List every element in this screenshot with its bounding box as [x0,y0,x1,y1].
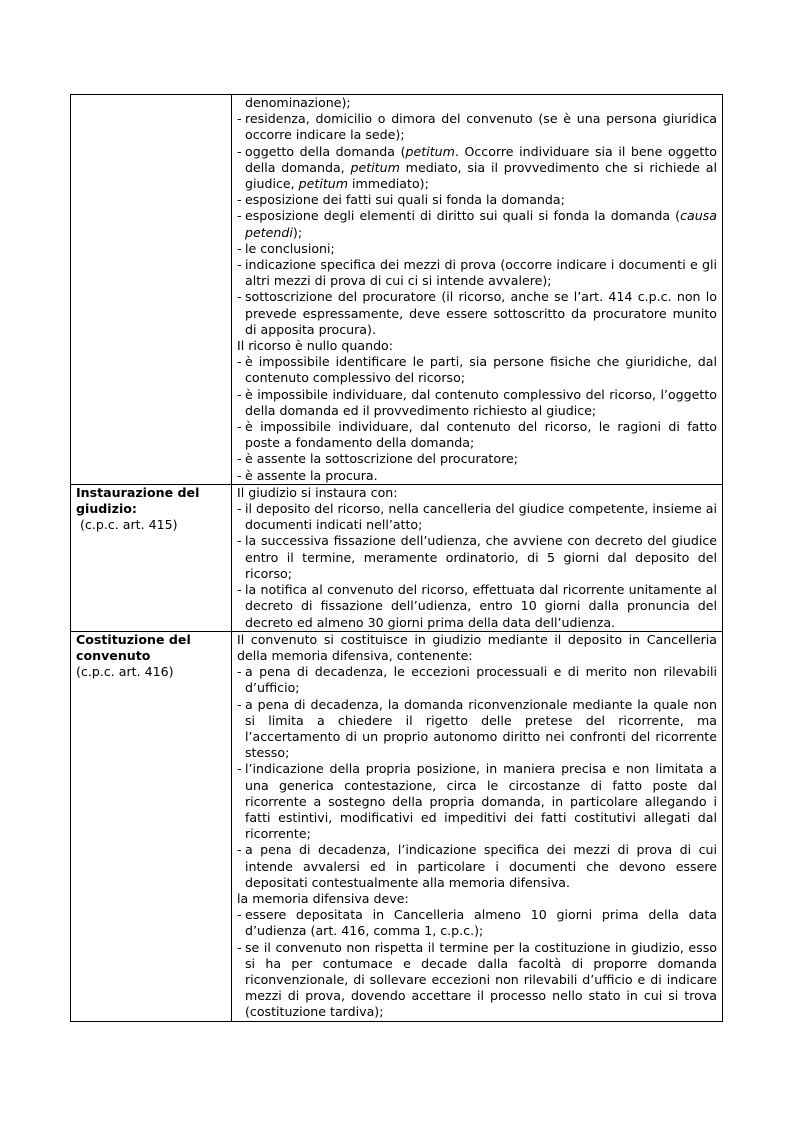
list-item [237,697,717,762]
list-item-text: è impossibile individuare, dal contenuto del ricorso, le ragioni di fatto poste a fondamento della domanda; [245,419,717,451]
procedure-table [70,94,723,1022]
list-item-text: è impossibile identificare le parti, sia persone fisiche che giuridiche, dal contenuto complessivo del ricorso; [245,354,717,386]
list-item [237,95,717,111]
table-row [71,631,723,1021]
list-item [237,419,717,451]
list-item [237,761,717,842]
bullet-list [237,664,717,891]
bullet-list [237,95,717,338]
list-item-text: mediato, sia il provvedimento che si richiede al giudice, [245,159,717,192]
list-item [237,842,717,891]
list-item-text: a pena di decadenza, l’indicazione specifica dei mezzi di prova di cui intende avvalersi ed in particolare i documenti che devono essere depositati contestualmente alla memoria difensiva. [245,842,717,890]
list-item-text: è assente la procura. [245,467,378,483]
bullet-list [237,907,717,1020]
list-item-text: esposizione degli elementi di diritto sui quali si fonda la domanda ( [245,208,681,224]
list-item-text: ); [292,224,303,240]
list-item [237,192,717,208]
list-item-text: se il convenuto non rispetta il termine per la costituzione in giudizio, esso si ha per contumace e decade dalla facoltà di proporre domanda riconvenzionale, di sollevare eccezioni non rilevabili d’ufficio e di indicare mezzi di prova, dovendo accettare il processo nello stato in cui si trova (costituzione tardiva); [245,939,717,1020]
list-item [237,289,717,338]
article-reference: (c.p.c. art. 415) [76,517,178,533]
section-title: Instaurazione del [76,484,200,500]
list-item [237,208,717,240]
bullet-list [237,501,717,631]
section-title: Costituzione del [76,631,191,647]
list-item [237,907,717,939]
latin-term: petitum [298,176,349,192]
section-title: convenuto [76,647,151,663]
list-item-text: il deposito del ricorso, nella cancelleria del giudice competente, insieme ai documenti indicati nell’atto; [245,501,717,533]
list-item-text: l’indicazione della propria posizione, in maniera precisa e non limitata a una generica contestazione, circa le circostanze di fatto poste dal ricorrente a sostegno della propria domanda, in particolare allegando i fatti estintivi, modificativi ed impeditivi dei fatti costitutivi allegati dal ricorrente; [245,761,717,842]
section-content-cell [232,631,723,1021]
list-item-text: residenza, domicilio o dimora del convenuto (se è una persona giuridica occorre indicare la sede); [245,111,717,143]
list-item-text: a pena di decadenza, la domanda riconvenzionale mediante la quale non si limita a chiedere il rigetto delle pretese del ricorrente, ma l’accertamento di un proprio autonomo diritto nei confronti del ricorrente stesso; [245,696,717,761]
list-item-text: . Occorre individuare sia il bene oggetto della domanda, [245,143,717,175]
list-item-text: esposizione dei fatti sui quali si fonda la domanda; [245,192,565,208]
table-row [71,95,723,485]
list-item [237,664,717,696]
list-item [237,582,717,631]
section-label-cell [71,484,232,631]
section-title: giudizio: [76,501,137,517]
list-item [237,257,717,289]
article-reference: (c.p.c. art. 416) [76,664,174,680]
list-item-text: è impossibile individuare, dal contenuto complessivo del ricorso, l’oggetto della domanda ed il provvedimento richiesto al giudice; [245,386,717,418]
list-item-text: indicazione specifica dei mezzi di prova (occorre indicare i documenti e gli altri mezzi di prova di cui ci si intende avvalere); [245,257,717,289]
list-item-text: immediato); [348,176,429,192]
table-body [71,95,723,1022]
list-item [237,940,717,1021]
list-item [237,501,717,533]
list-item-text: a pena di decadenza, le eccezioni processuali e di merito non rilevabili d’ufficio; [245,664,717,696]
latin-term: petitum [405,143,455,159]
list-item [237,468,717,484]
list-item-text: sottoscrizione del procuratore (il ricorso, anche se l’art. 414 c.p.c. non lo prevede espressamente, deve essere sottoscritto da procuratore munito di apposita procura). [245,289,717,337]
list-item [237,111,717,143]
section-content-cell [232,484,723,631]
list-item-text: essere depositata in Cancelleria almeno 10 giorni prima della data d’udienza (art. 416, comma 1, c.p.c.); [245,907,717,939]
section-label-cell [71,631,232,1021]
table-row [71,484,723,631]
list-item-text: la successiva fissazione dell’udienza, che avviene con decreto del giudice entro il termine, meramente ordinatorio, di 5 giorni dal deposito del ricorso; [245,533,717,581]
paragraph: Il giudizio si instaura con: [237,484,398,500]
paragraph: Il convenuto si costituisce in giudizio mediante il deposito in Cancelleria della memoria difensiva, contenente: [237,631,717,663]
list-item-text: la notifica al convenuto del ricorso, effettuata dal ricorrente unitamente al decreto di fissazione dell’udienza, entro 10 giorni dalla pronuncia del decreto ed almeno 30 giorni prima della data dell’udienza. [245,582,717,630]
list-item [237,451,717,467]
latin-term: petitum [350,159,400,175]
list-item-text: oggetto della domanda ( [245,143,406,159]
list-item [237,241,717,257]
list-item-text: denominazione); [245,95,351,110]
list-item [237,354,717,386]
paragraph: la memoria difensiva deve: [237,890,409,906]
list-item-text: le conclusioni; [245,240,335,256]
paragraph: Il ricorso è nullo quando: [237,338,394,354]
section-label-cell [71,95,232,485]
list-item [237,533,717,582]
latin-term: causa petendi [245,208,717,240]
list-item [237,144,717,193]
section-content-cell [232,95,723,485]
list-item [237,387,717,419]
bullet-list [237,354,717,484]
list-item-text: è assente la sottoscrizione del procuratore; [245,451,518,467]
